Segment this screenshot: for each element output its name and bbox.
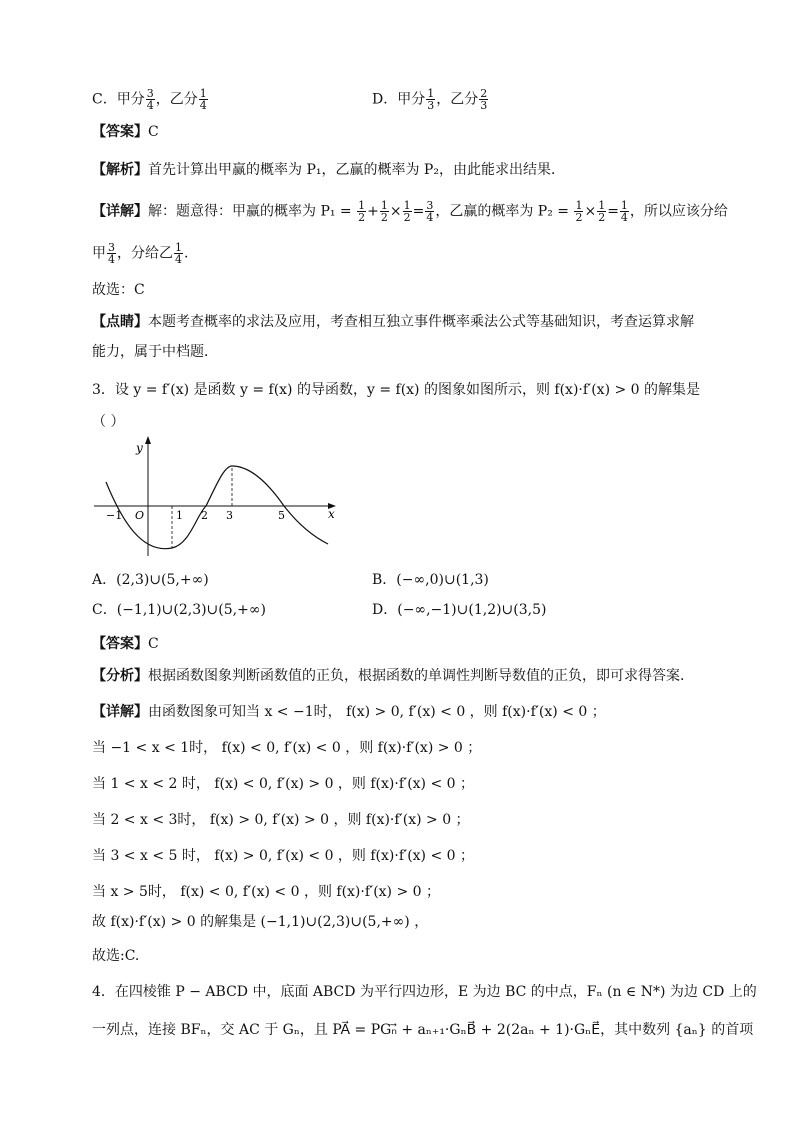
- prev-comment: 【点睛】本题考查概率的求法及应用，考查相互独立事件概率乘法公式等基础知识，考查运算求解: [92, 314, 694, 330]
- tick-3: 3: [226, 509, 233, 522]
- q3-analysis: 【分析】根据函数图象判断函数值的正负，根据函数的单调性判断导数值的正负，即可求得答案.: [92, 668, 685, 684]
- fraction: $\frac{3}{4}$: [146, 87, 154, 112]
- tick-neg1: −1: [106, 509, 123, 522]
- prev-analysis: 【解析】首先计算出甲赢的概率为 P₁，乙赢的概率为 P₂，由此能求出结果．: [92, 162, 565, 178]
- option-label: D．甲分: [372, 91, 426, 108]
- prev-detail-2: 甲 $\frac{3}{4}$ ，分给乙 $\frac{1}{4}$ .: [92, 241, 189, 266]
- q4-stem-line2: 一列点，连接 BFₙ，交 AC 于 Gₙ，且 PA⃗ = PGₙ⃗ + aₙ₊₁·GₙB⃗ + 2(2aₙ + 1)·GₙE⃗，其中数列 {aₙ} 的首项: [92, 1022, 754, 1038]
- y-label: y: [136, 441, 143, 455]
- q3-option-d[interactable]: D．(−∞,−1)∪(1,2)∪(3,5): [372, 602, 547, 618]
- fraction: $\frac{1}{4}$: [199, 87, 207, 112]
- q3-function-graph: [92, 436, 342, 560]
- q3-step: 当 −1 < x < 1时， f(x) < 0, f′(x) < 0 ，则 f(x)·f′(x) > 0 ；: [92, 740, 482, 756]
- origin-label: O: [135, 509, 145, 522]
- q3-choose: 故选:C.: [92, 948, 140, 964]
- q3-conclusion: 故 f(x)·f′(x) > 0 的解集是 (−1,1)∪(2,3)∪(5,+∞) ，: [92, 914, 429, 930]
- q3-step: 当 1 < x < 2 时， f(x) < 0, f′(x) > 0 ，则 f(x)·f′(x) < 0 ；: [92, 776, 474, 792]
- q3-option-c[interactable]: C．(−1,1)∪(2,3)∪(5,+∞): [92, 602, 266, 618]
- prev-detail: 【详解】解：题意得：甲赢的概率为 P₁ = $\frac{1}{2}$ + $\frac{1}{2}$ × $\frac{1}{2}$ = $\frac{3}{4}$ ，乙赢的概率为 P₂ = $\frac{1}{2}$ × $\frac{1}{2}$ = $\frac{1}{4}$ ，所以应该分给: [92, 199, 728, 224]
- q3-stem: 3．设 y = f′(x) 是函数 y = f(x) 的导函数，y = f(x) 的图象如图所示，则 f(x)·f′(x) > 0 的解集是: [92, 382, 701, 398]
- option-label: C．甲分: [92, 91, 145, 108]
- q3-option-b[interactable]: B．(−∞,0)∪(1,3): [372, 572, 489, 588]
- q3-paren: （ ）: [92, 414, 125, 430]
- y-axis-arrow: [145, 436, 151, 444]
- q4-stem-line1: 4．在四棱锥 P − ABCD 中，底面 ABCD 为平行四边形，E 为边 BC 的中点，Fₙ (n ∈ N*) 为边 CD 上的: [92, 984, 757, 1000]
- prev-option-c[interactable]: [92, 88, 209, 111]
- prev-answer: 【答案】C: [92, 124, 159, 140]
- q3-step: 当 2 < x < 3时， f(x) > 0, f′(x) > 0 ，则 f(x)·f′(x) > 0 ；: [92, 812, 470, 828]
- q3-answer: 【答案】C: [92, 636, 159, 652]
- option-text: ，乙分: [155, 91, 198, 108]
- prev-comment-2: 能力，属于中档题．: [92, 344, 218, 360]
- q3-option-a[interactable]: A．(2,3)∪(5,+∞): [92, 572, 209, 588]
- prev-option-d[interactable]: [372, 88, 489, 111]
- fraction: $\frac{1}{3}$: [427, 87, 435, 112]
- option-text: ，乙分: [436, 91, 479, 108]
- function-curve: [106, 466, 328, 549]
- prev-choose: 故选：C: [92, 282, 145, 298]
- q3-detail: 【详解】由函数图象可知当 x < −1时， f(x) > 0, f′(x) < 0 ，则 f(x)·f′(x) < 0 ；: [92, 704, 606, 720]
- q3-step: 当 x > 5时， f(x) < 0, f′(x) < 0 ，则 f(x)·f′(x) > 0 ；: [92, 884, 441, 900]
- x-label: x: [328, 507, 335, 521]
- fraction: $\frac{2}{3}$: [480, 87, 488, 112]
- tick-5: 5: [278, 509, 285, 522]
- tick-1: 1: [176, 509, 183, 522]
- q3-step: 当 3 < x < 5 时， f(x) > 0, f′(x) < 0 ，则 f(x)·f′(x) < 0 ；: [92, 848, 474, 864]
- tick-2: 2: [201, 509, 208, 522]
